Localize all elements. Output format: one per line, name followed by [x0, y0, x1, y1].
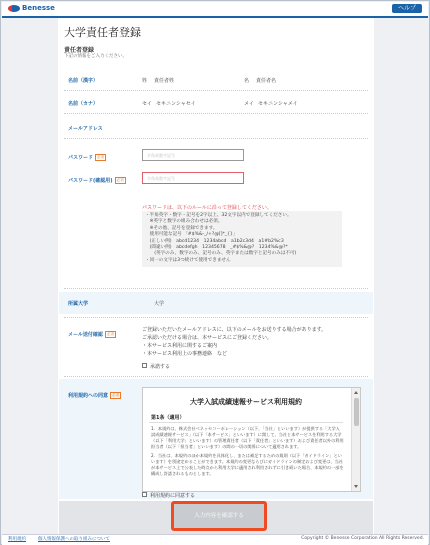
divider [64, 288, 368, 289]
password-rule-line: (英字のみ、数字のみ、記号のみ、英字または数字と記号のみは不可) [145, 251, 297, 257]
password-confirm-placeholder: 半角英数字記号 [147, 176, 175, 181]
terms-title: 大学入試成績速報サービス利用規約 [190, 398, 302, 406]
password-rule-line: ※英字と数字の組み合わせは必須。 [145, 219, 223, 225]
sei-kana-label: セイ [142, 101, 152, 107]
section-title: 責任者登録 [64, 47, 95, 54]
mail-consent-checkbox-label[interactable]: 承諾する [150, 364, 171, 370]
name-kana-label: 名前（カナ） [68, 101, 99, 107]
footer-link-terms[interactable]: 利用規約 [8, 537, 26, 542]
terms-paragraph: 2．当社は、本規約のほか本規約を具体化し、または補足するための規則（以下「ガイドライン」といいます）を別途定めることができます。本規約の変更ならびにガイドラインの制定および変更は、当社が本サービス上で公表した時点から利用大学に適用され利用されずに引き続いた場合、本規約の一部を構成し許諾されるものとします。 [151, 453, 344, 476]
divider [64, 376, 368, 377]
footer [2, 534, 428, 545]
top-bar [2, 2, 428, 18]
terms-body [151, 426, 344, 477]
password-label [68, 154, 106, 161]
registration-form [58, 18, 374, 539]
university-row-bg [59, 292, 373, 314]
password-error-message: パスワードは、以下のルールに沿って登録してください。 [142, 205, 272, 211]
password-confirm-label [68, 177, 126, 184]
mail-consent-line: ご登録いただいたメールアドレスに、以下のメールをお送りする場合があります。 [142, 327, 327, 333]
password-rule-line: (間違い例) abcdefgh 12345678 _#$%&@? 1234%&@?* [145, 245, 288, 251]
mail-consent-line: ・本サービス利用に関するご案内 [142, 343, 218, 349]
copyright: Copyright © Benesse Corporation All Rights Reserved. [301, 536, 424, 541]
terms-agree-checkbox[interactable] [142, 492, 147, 497]
mail-consent-line: ・本サービス利用上の事務連絡 など [142, 351, 228, 357]
sei-kanji-value: 責任者姓 [154, 78, 175, 84]
terms-label-text: 利用規約への同意 [68, 393, 109, 399]
university-value: 大学 [154, 301, 165, 307]
divider [64, 138, 368, 139]
password-rule-line: 使用可能な記号 「#$%&-_/+?@[]*_{}」 [145, 232, 238, 238]
divider [64, 113, 368, 114]
mei-kanji-value: 責任者名 [256, 78, 277, 84]
university-label: 所属大学 [68, 301, 89, 307]
help-button[interactable]: ヘルプ [392, 4, 422, 13]
email-label: メールアドレス [68, 126, 103, 132]
page-title: 大学責任者登録 [64, 26, 141, 39]
sei-kanji-label: 姓 [142, 78, 148, 84]
sei-kana-value: セキニンシャセイ [156, 101, 196, 107]
terms-chapter: 第1条（適用） [151, 415, 185, 421]
divider [64, 317, 368, 318]
mail-consent-label-text: メール送付確認 [68, 332, 103, 338]
password-confirm-label-text: パスワード(確認用) [68, 178, 113, 184]
required-badge: 必須 [97, 155, 105, 159]
password-rule-line: ・半角英字・数字・記号を2字以上、32文字以内で登録してください。 [145, 213, 292, 218]
scroll-thumb[interactable] [354, 398, 359, 426]
terms-agree-label[interactable]: 利用規約に同意する [150, 493, 196, 499]
scroll-up-arrow-icon[interactable] [354, 391, 358, 394]
terms-label [68, 392, 121, 399]
benesse-logo-icon [8, 5, 20, 12]
section-subtitle: 下記の情報をご入力ください。 [64, 54, 127, 59]
mei-kana-value: セキニンシャメイ [258, 101, 298, 107]
password-label-text: パスワード [68, 155, 94, 161]
password-confirm-input[interactable] [142, 172, 244, 184]
confirm-input-button[interactable]: 入力内容を確認する [171, 501, 267, 531]
terms-divider [149, 422, 343, 423]
mail-consent-label [68, 331, 116, 338]
mail-consent-text [142, 326, 367, 358]
terms-paragraph: 1．本規約は、株式会社ベネッセコーポレーション（以下、「当社」といいます）が提供する「大学入試成績速報サービス」（以下「本サービス」といいます）に関して、当社と本サービスを利用する大学（以下「利用大学」といいます）の管理責任者（以下「責任者」といいます）および責任者以外の利用担当者（以下「担当者」といいます）の間の一切の関係について適用されます。 [151, 426, 344, 449]
required-badge: 必須 [116, 178, 124, 182]
password-rules [142, 211, 342, 267]
terms-scroll-box[interactable] [142, 387, 361, 492]
benesse-logo[interactable] [8, 4, 55, 12]
mail-consent-checkbox[interactable] [142, 363, 147, 368]
mei-kana-label: メイ [244, 101, 254, 107]
mail-consent-line: ご承認いただける場合は、本サービスにご登録ください。 [142, 335, 273, 341]
password-rule-line: ※その他、記号を登録できます。 [145, 225, 218, 231]
password-rule-line: ・同一の文字は3つ続けて使用できません [145, 257, 231, 263]
password-placeholder: 半角英数字記号 [147, 153, 175, 158]
password-input[interactable] [142, 149, 244, 161]
footer-link-privacy[interactable]: 個人情報保護への取り組みについて [38, 537, 110, 542]
password-rule-line: (正しい例) abcd1234 1234abcd a1b2c3d4 a1#b2%c3 [145, 238, 284, 244]
required-badge: 必須 [106, 332, 114, 336]
required-badge: 必須 [112, 393, 120, 397]
scroll-down-arrow-icon[interactable] [354, 485, 358, 488]
name-kanji-label: 名前（漢字） [68, 78, 99, 84]
divider [64, 90, 368, 91]
logo-text: Benesse [22, 4, 55, 12]
terms-scrollbar[interactable] [351, 388, 360, 491]
mei-kanji-label: 名 [244, 78, 250, 84]
